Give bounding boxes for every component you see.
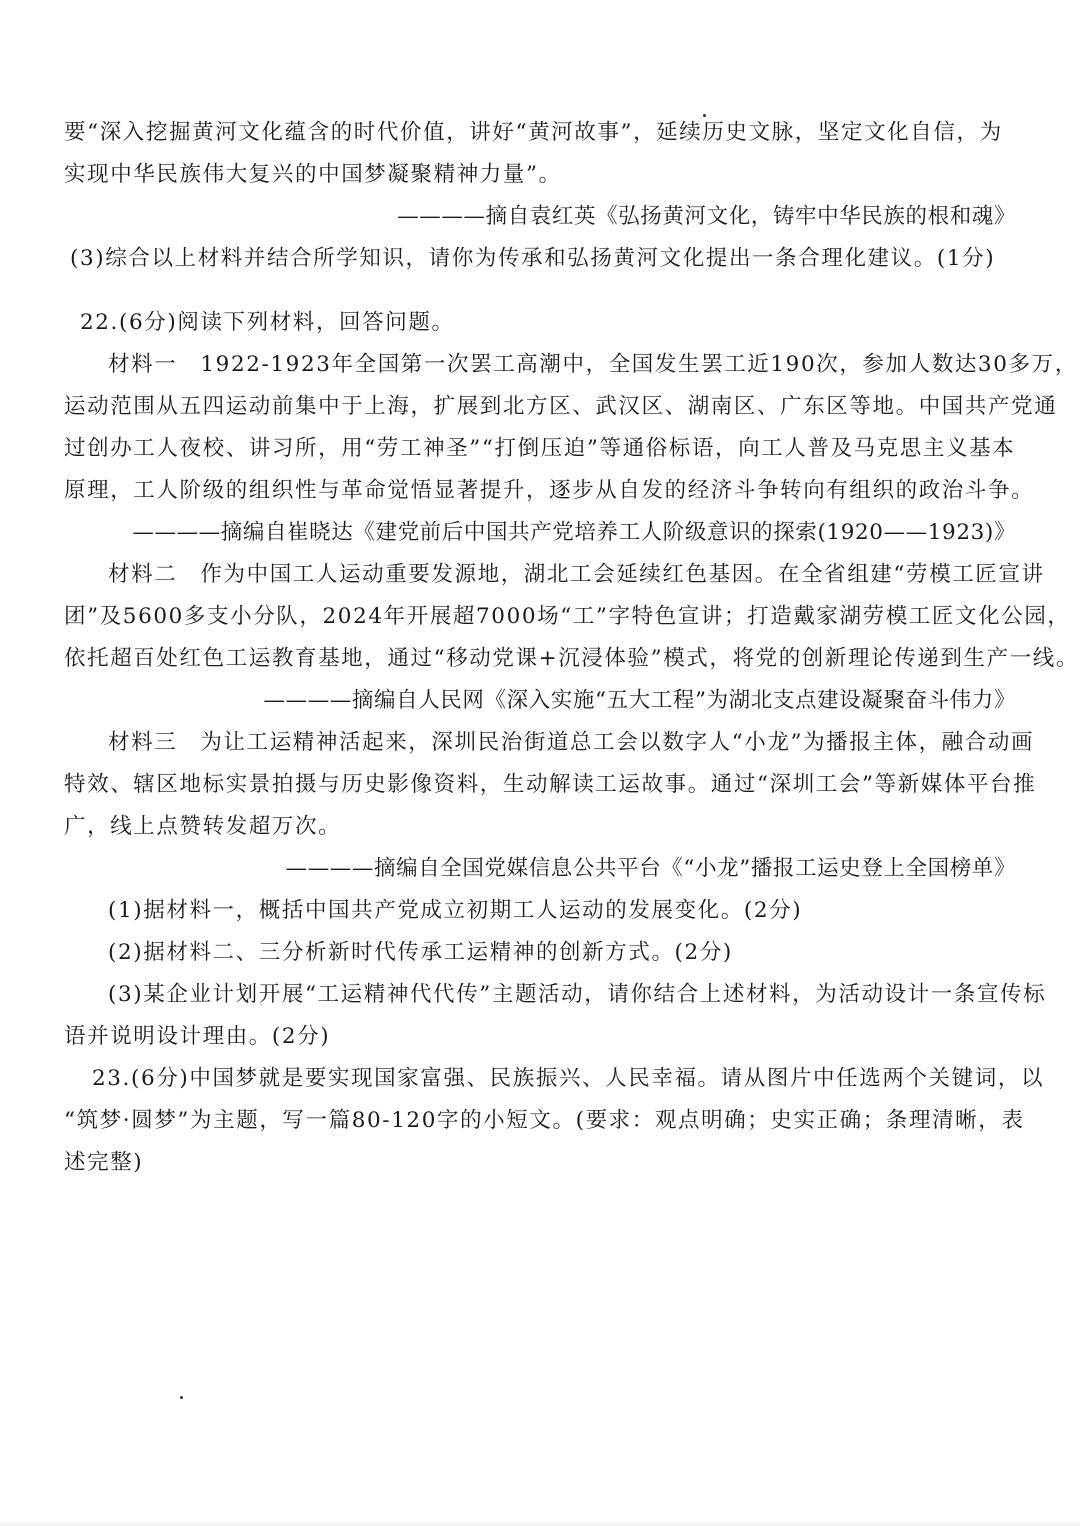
exam-page: [64, 112, 1080, 1184]
paragraph-line: 材料一 1922-1923年全国第一次罢工高潮中，全国发生罢工近190次，参加人数达30多万，: [108, 352, 1078, 377]
paragraph-line: 材料二 作为中国工人运动重要发源地，湖北工会延续红色基因。在全省组建“劳模工匠宣讲: [108, 562, 1045, 587]
paragraph-line: 团”及5600多支小分队，2024年开展超7000场“工”字特色宣讲；打造戴家湖劳模工匠文化公园，: [64, 604, 1071, 629]
q21-question-3: (3)综合以上材料并结合所学知识，请你为传承和弘扬黄河文化提出一条合理化建议。(1分): [70, 246, 996, 271]
q21-continuation: [64, 112, 1016, 280]
paragraph-line: 实现中华民族伟大复兴的中国梦凝聚精神力量”。: [64, 162, 562, 187]
q22-question-1: (1)据材料一，概括中国共产党成立初期工人运动的发展变化。(2分): [108, 898, 803, 923]
q22-question-3-cont: 语并说明设计理由。(2分): [64, 1024, 331, 1049]
paragraph-line: 运动范围从五四运动前集中于上海，扩展到北方区、武汉区、湖南区、广东区等地。中国共产党通: [64, 394, 1058, 419]
q22-material-2: [64, 554, 1080, 722]
citation-source: ————摘编自全国党媒信息公共平台《“小龙”播报工运史登上全国榜单》: [285, 856, 1016, 881]
q22-question-3: (3)某企业计划开展“工运精神代代传”主题活动，请你结合上述材料，为活动设计一条宣传标: [108, 982, 1047, 1007]
scan-speck: [180, 1396, 183, 1399]
q23-prompt-cont: “筑梦·圆梦”为主题，写一篇80-120字的小短文。(要求：观点明确；史实正确；条理清晰，表: [64, 1108, 1025, 1133]
citation-source: ————摘编自人民网《深入实施“五大工程”为湖北支点建设凝聚奋斗伟力》: [263, 688, 1016, 713]
paragraph-line: 广，线上点赞转发超万次。: [64, 814, 342, 839]
paragraph-line: 过创办工人夜校、讲习所，用“劳工神圣”“打倒压迫”等通俗标语，向工人普及马克思主义基本: [64, 436, 1016, 461]
q22-material-3: [64, 722, 1037, 890]
citation-source: ————摘自袁红英《弘扬黄河文化，铸牢中华民族的根和魂》: [397, 204, 1016, 229]
q22-block: [64, 302, 1080, 1058]
paragraph-line: 要“深入挖掘黄河文化蕴含的时代价值，讲好“黄河故事”，延续历史文脉，坚定文化自信，为: [64, 120, 1003, 145]
q23-prompt: 23.(6分)中国梦就是要实现国家富强、民族振兴、人民幸福。请从图片中任选两个关键词，以: [92, 1066, 1045, 1091]
paragraph-line: 材料三 为让工运精神活起来，深圳民治街道总工会以数字人“小龙”为播报主体，融合动画: [108, 730, 1035, 755]
paragraph-line: 原理，工人阶级的组织性与革命觉悟显著提升，逐步从自发的经济斗争转向有组织的政治斗争。: [64, 478, 1035, 503]
q22-question-2: (2)据材料二、三分析新时代传承工运精神的创新方式。(2分): [108, 940, 733, 965]
q23-block: [64, 1058, 1045, 1184]
citation-source: ————摘编自崔晓达《建党前后中国共产党培养工人阶级意识的探索(1920——1923)》: [132, 520, 1016, 545]
page-bottom-edge: [0, 1522, 1080, 1526]
q22-material-1: [64, 344, 1078, 554]
paragraph-line: 特效、辖区地标实景拍摄与历史影像资料，生动解读工运故事。通过“深圳工会”等新媒体平台推: [64, 772, 1037, 797]
q23-prompt-cont: 述完整): [64, 1150, 144, 1175]
q22-heading: 22.(6分)阅读下列材料，回答问题。: [80, 310, 455, 335]
q22-questions: [64, 890, 1047, 1058]
paragraph-line: 依托超百处红色工运教育基地，通过“移动党课+沉浸体验”模式，将党的创新理论传递到生产一线。: [64, 646, 1080, 671]
